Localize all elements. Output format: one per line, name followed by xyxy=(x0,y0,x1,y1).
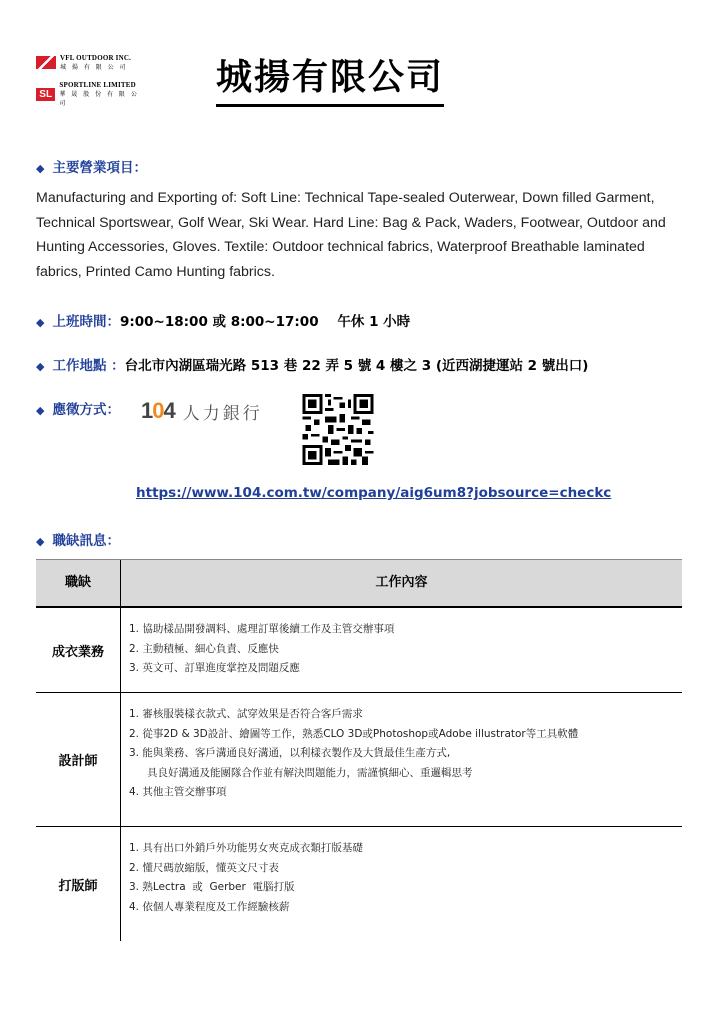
jobs-label: 職缺訊息： xyxy=(52,533,120,549)
vfl-logo xyxy=(36,54,148,71)
job-duty: 2. 從事2D & 3D設計、繪圖等工作，熟悉CLO 3D或Photoshop或Adobe illustrator等工具軟體 xyxy=(129,727,579,740)
job-duty: 3. 能與業務、客戶溝通良好溝通，以利樣衣製作及大貨最佳生產方式, xyxy=(129,747,451,759)
job-duty: 1. 協助樣品開發調料、處理訂單後續工作及主管交辦事項 xyxy=(129,623,395,635)
job-title: 設計師 xyxy=(36,693,121,826)
location-line xyxy=(36,354,588,374)
diamond-bullet-icon: ◆ xyxy=(36,162,45,175)
jobs-heading xyxy=(36,529,120,549)
job-duty: 1. 具有出口外銷戶外功能男女夾克成衣類打版基礎 xyxy=(129,842,363,854)
job-duty: 4. 依個人專業程度及工作經驗核薪 xyxy=(129,900,290,913)
sportline-name-en: SPORTLINE LIMITED xyxy=(59,81,136,89)
apply-line xyxy=(36,398,120,418)
company-logos xyxy=(36,54,148,117)
table-header xyxy=(36,559,682,608)
vf-logo-mark xyxy=(36,56,56,69)
table-row xyxy=(36,608,682,693)
job-column-header: 職缺 xyxy=(36,560,121,606)
qr-code-icon[interactable] xyxy=(300,394,376,465)
logo-digit-0: 0 xyxy=(152,398,164,423)
job-title: 成衣業務 xyxy=(36,608,121,692)
diamond-bullet-icon: ◆ xyxy=(36,360,45,373)
job-bank-text: 人力銀行 xyxy=(182,403,263,424)
104-job-bank-logo[interactable] xyxy=(141,398,263,424)
job-bank-link[interactable]: https://www.104.com.tw/company/aig6um8?jobsource=checkc xyxy=(136,485,612,501)
diamond-bullet-icon: ◆ xyxy=(36,535,45,548)
job-duty: 具良好溝通及能團隊合作並有解決問題能力，需謹慎細心、重邏輯思考 xyxy=(147,766,473,779)
sportline-name-zh: 華 晟 股 份 有 限 公 司 xyxy=(59,91,139,107)
hours-label: 上班時間： xyxy=(52,314,120,330)
job-title: 打版師 xyxy=(36,827,121,941)
vfl-name-en: VFL OUTDOOR INC. xyxy=(60,54,132,62)
business-heading xyxy=(36,156,147,176)
job-duty: 2. 主動積極、細心負責、反應快 xyxy=(129,642,279,655)
page-title: 城揚有限公司 xyxy=(216,56,444,107)
job-duty: 2. 懂尺碼放縮版，懂英文尺寸表 xyxy=(129,861,279,874)
job-duty: 3. 英文可、訂單進度掌控及問題反應 xyxy=(129,662,300,674)
job-table xyxy=(36,559,682,941)
job-duty: 3. 熟Lectra 或 Gerber 電腦打版 xyxy=(129,881,295,893)
hours-value: 9:00~18:00 或 8:00~17:00 午休 1 小時 xyxy=(119,314,411,330)
logo-digit-1: 1 xyxy=(141,398,153,423)
hours-line xyxy=(36,310,410,330)
sportline-logo xyxy=(36,81,148,107)
diamond-bullet-icon: ◆ xyxy=(36,316,45,329)
job-duty: 4. 其他主管交辦事項 xyxy=(129,786,227,798)
job-duty: 1. 審核服裝樣衣款式、試穿效果是否符合客戶需求 xyxy=(129,708,363,720)
apply-label: 應徵方式： xyxy=(52,402,120,418)
business-description: Manufacturing and Exporting of: Soft Line: Technical Tape-sealed Outerwear, Down filled Garment, Technical Sportswear, Golf Wear, Ski Wear. Hard Line: Bag & Pack, Waders, Footwear, Outdoor and Hunting Accessories, Gloves. Textile: Outdoor technical fabrics, Waterproof Breathable laminated fabrics, Printed Camo Hunting fabrics. xyxy=(36,190,666,280)
vfl-name-zh: 城 揚 有 限 公 司 xyxy=(60,64,128,71)
business-label: 主要營業項目： xyxy=(52,160,147,176)
logo-digit-4: 4 xyxy=(163,398,175,423)
sl-logo-mark: SL xyxy=(36,88,55,101)
table-row xyxy=(36,827,682,941)
location-label: 工作地點 ： xyxy=(52,358,125,374)
location-value: 台北市內湖區瑞光路 513 巷 22 弄 5 號 4 樓之 3 (近西湖捷運站 2 號出口) xyxy=(124,358,589,374)
table-row xyxy=(36,693,682,827)
content-column-header: 工作內容 xyxy=(375,575,428,590)
diamond-bullet-icon: ◆ xyxy=(36,404,45,417)
